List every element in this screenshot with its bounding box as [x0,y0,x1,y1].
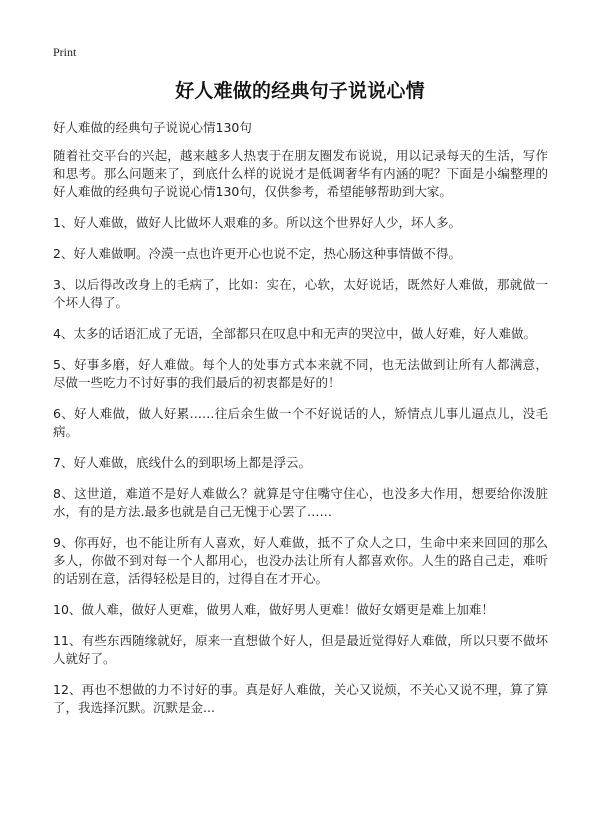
article-body [53,147,548,730]
article-subtitle: 好人难做的经典句子说说心情130句 [53,120,252,135]
quote-item-10: 10、做人难，做好人更难，做男人难，做好男人更难！做好女婿更是难上加难！ [53,602,494,617]
quote-item-2: 2、好人难做啊。冷漠一点也许更开心也说不定，热心肠这种事情做不得。 [53,246,461,261]
quote-item-12: 12、再也不想做的力不讨好的事。真是好人难做，关心又说烦，不关心又说不理，算了算了，我选择沉默。沉默是金... [53,682,548,715]
print-link[interactable]: Print [53,45,77,59]
quote-item-11: 11、有些东西随缘就好，原来一直想做个好人，但是最近觉得好人难做，所以只要不做坏人就好了。 [53,633,548,666]
page-title: 好人难做的经典句子说说心情 [175,80,425,102]
quote-item-3: 3、以后得改改身上的毛病了，比如：实在，心软，太好说话，既然好人难做，那就做一个坏人得了。 [53,277,548,310]
quote-item-8: 8、这世道，难道不是好人难做么？就算是守住嘴守住心，也没多大作用，想要给你泼脏水，有的是方法.最多也就是自己无愧于心罢了…… [53,486,548,519]
quote-item-6: 6、好人难做，做人好累……往后余生做一个不好说话的人，矫情点儿事儿逼点儿，没毛病。 [53,406,548,439]
quote-item-1: 1、好人难做，做好人比做坏人艰难的多。所以这个世界好人少，坏人多。 [53,215,461,230]
quote-item-4: 4、太多的话语汇成了无语，全部都只在叹息中和无声的哭泣中，做人好难，好人难做。 [53,326,536,341]
quote-item-9: 9、你再好，也不能让所有人喜欢，好人难做，抵不了众人之口，生命中来来回回的那么多人，你做不到对每一个人都用心，也没办法让所有人都喜欢你。人生的路自己走，难听的话别在意，活得轻松是目的，过得自在才开心。 [53,535,548,586]
quote-item-5: 5、好事多磨，好人难做。每个人的处事方式本来就不同，也无法做到让所有人都满意，尽做一些吃力不讨好事的我们最后的初衷都是好的！ [53,357,548,390]
intro-paragraph: 随着社交平台的兴起，越来越多人热衷于在朋友圈发布说说，用以记录每天的生活，写作和思考。那么问题来了，到底什么样的说说才是低调奢华有内涵的呢？下面是小编整理的好人难做的经典句子说说心情130句，仅供参考，希望能够帮助到大家。 [53,148,548,199]
quote-item-7: 7、好人难做，底线什么的到职场上都是浮云。 [53,455,311,470]
